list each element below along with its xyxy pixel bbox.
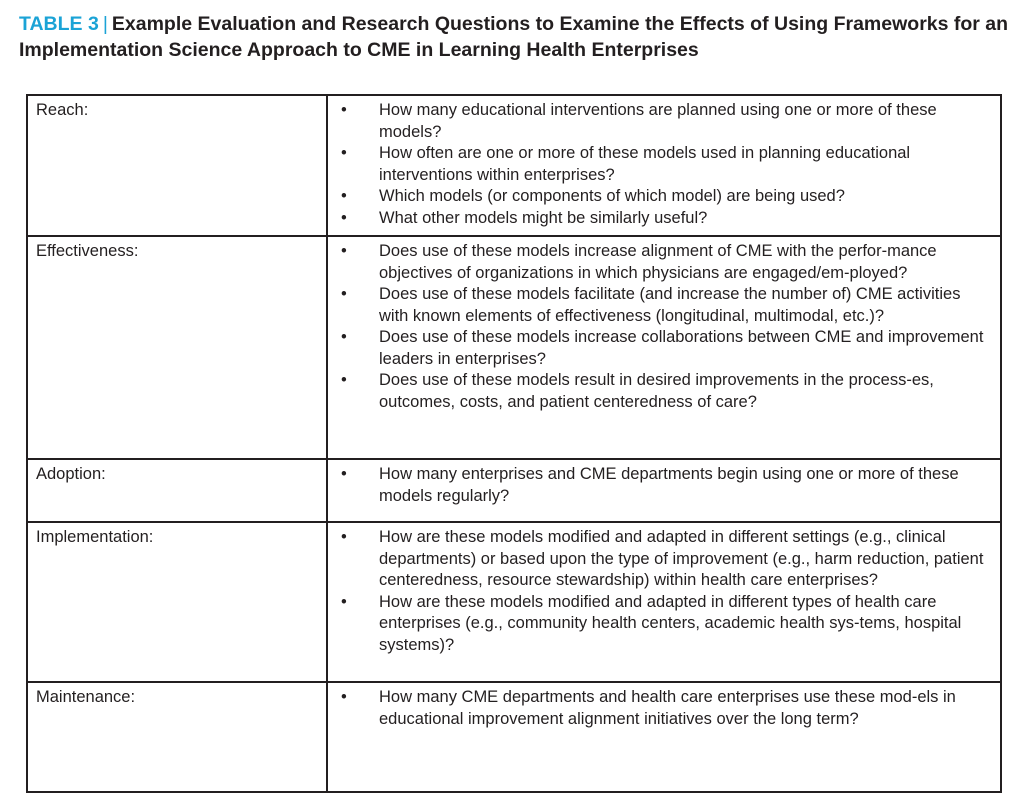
row-questions-implementation — [327, 522, 1001, 682]
table-row-adoption — [27, 459, 1001, 522]
bullet-icon: • — [341, 187, 347, 205]
row-questions-maintenance — [327, 682, 1001, 792]
question-item — [336, 208, 992, 230]
bullet-icon: • — [341, 285, 347, 303]
bullet-icon: • — [341, 688, 347, 706]
row-questions-effectiveness — [327, 236, 1001, 459]
table-number: TABLE 3 — [19, 13, 99, 35]
question-text: How are these models modified and adapted in different types of health care enterprises (e.g., community health centers, academic health sys-tems, hospital systems)? — [379, 592, 962, 654]
table-caption — [19, 11, 1009, 63]
question-item — [336, 327, 992, 370]
question-text: How many CME departments and health care enterprises use these mod-els in educational improvement alignment initiatives over the long term? — [379, 688, 956, 728]
question-item — [336, 186, 992, 208]
bullet-icon: • — [341, 242, 347, 260]
question-item — [336, 527, 992, 592]
row-label-effectiveness: Effectiveness: — [27, 236, 327, 459]
question-list — [336, 464, 992, 507]
row-label-reach: Reach: — [27, 95, 327, 236]
question-text: Which models (or components of which model) are being used? — [379, 187, 845, 205]
question-list — [336, 100, 992, 229]
question-text: Does use of these models increase collaborations between CME and improvement leaders in enterprises? — [379, 328, 984, 368]
bullet-icon: • — [341, 592, 347, 611]
row-questions-adoption — [327, 459, 1001, 522]
bullet-icon: • — [341, 528, 347, 546]
question-text: How often are one or more of these models used in planning educational interventions within enterprises? — [379, 144, 911, 184]
evaluation-questions-table — [26, 94, 1002, 793]
row-label-adoption: Adoption: — [27, 459, 327, 522]
bullet-icon: • — [341, 144, 347, 162]
question-item — [336, 370, 992, 413]
table-row-reach — [27, 95, 1001, 236]
row-label-maintenance: Maintenance: — [27, 682, 327, 792]
question-list — [336, 241, 992, 413]
question-text: How many enterprises and CME departments begin using one or more of these models regularly? — [379, 465, 959, 505]
question-text: Does use of these models facilitate (and increase the number of) CME activities with known elements of effectiveness (longitudinal, multimodal, etc.)? — [379, 285, 961, 325]
table-title: Example Evaluation and Research Questions to Examine the Effects of Using Frameworks for an Implementation Science Approach to CME in Learning Health Enterprises — [19, 13, 1009, 61]
bullet-icon: • — [341, 101, 347, 119]
question-list — [336, 687, 992, 730]
table-row-implementation — [27, 522, 1001, 682]
bullet-icon: • — [341, 465, 347, 483]
question-text: Does use of these models increase alignment of CME with the perfor-mance objectives of organizations in which physicians are engaged/em-ployed? — [379, 242, 937, 282]
bullet-icon: • — [341, 208, 347, 227]
question-text: Does use of these models result in desired improvements in the process-es, outcomes, costs, and patient centeredness of care? — [379, 371, 934, 411]
table-row-effectiveness — [27, 236, 1001, 459]
bullet-icon: • — [341, 371, 347, 389]
bullet-icon: • — [341, 328, 347, 346]
question-item — [336, 687, 992, 730]
question-item — [336, 464, 992, 507]
question-item — [336, 143, 992, 186]
question-item — [336, 100, 992, 143]
row-label-implementation: Implementation: — [27, 522, 327, 682]
question-list — [336, 527, 992, 656]
question-item — [336, 284, 992, 327]
caption-separator: | — [102, 13, 108, 35]
question-item — [336, 592, 992, 657]
question-text: What other models might be similarly useful? — [379, 208, 708, 227]
table-row-maintenance — [27, 682, 1001, 792]
question-text: How many educational interventions are planned using one or more of these models? — [379, 101, 937, 141]
question-item — [336, 241, 992, 284]
row-questions-reach — [327, 95, 1001, 236]
question-text: How are these models modified and adapted in different settings (e.g., clinical departments) or based upon the type of improvement (e.g., harm reduction, patient centeredness, resource stewardship) within health care enterprises? — [379, 528, 984, 589]
